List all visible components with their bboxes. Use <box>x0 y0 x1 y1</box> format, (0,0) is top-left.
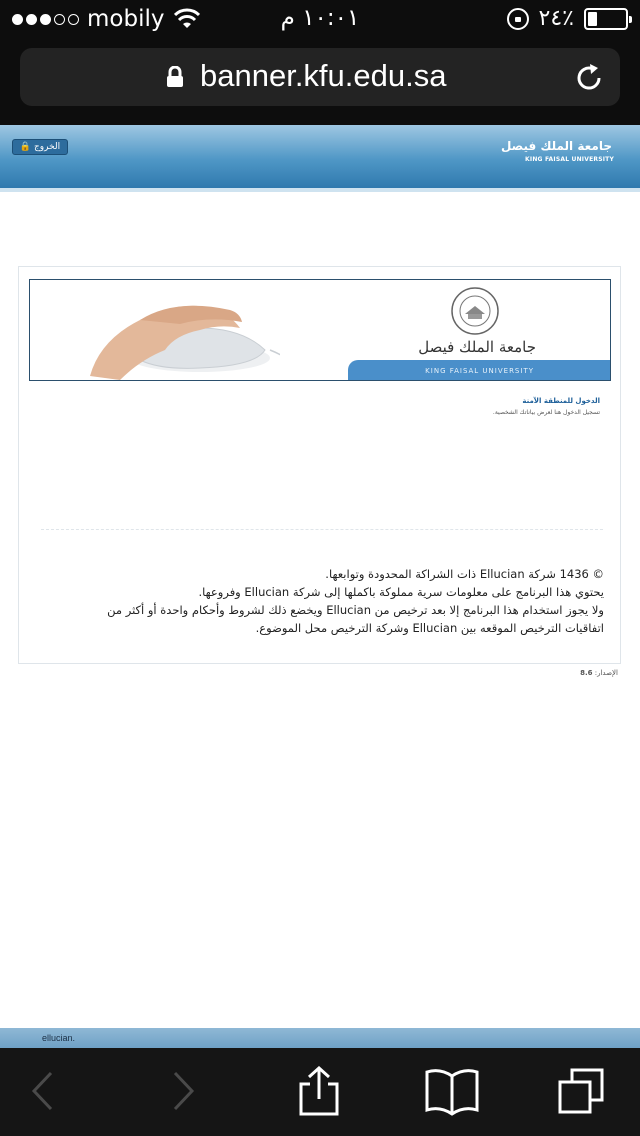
carrier-name: mobily <box>87 6 165 32</box>
kfu-banner <box>29 279 611 381</box>
banner-title-ar: جامعة الملك فيصل <box>418 338 536 356</box>
status-right <box>507 6 628 31</box>
footer-bar <box>0 1028 640 1048</box>
secure-area-login-link[interactable]: الدخول للمنطقة الآمنة <box>522 397 600 405</box>
university-name-ar: جامعة الملك فيصل <box>500 139 612 153</box>
forward-icon[interactable] <box>158 1066 208 1116</box>
copyright-line: ولا يجوز استخدام هذا البرنامج إلا بعد ترخيص من Ellucian ويخضع ذلك لشروط وأحكام واحدة أو أكثر من <box>107 603 604 617</box>
copyright-notice <box>24 565 604 637</box>
battery-level-fill <box>588 12 597 26</box>
reload-icon[interactable] <box>574 63 604 93</box>
copyright-line: © 1436 شركة Ellucian ذات الشراكة المحدودة وتوابعها. <box>325 567 604 581</box>
banner-title-en: KING FAISAL UNIVERSITY <box>425 367 534 375</box>
tabs-icon[interactable] <box>556 1066 606 1116</box>
battery-icon <box>584 8 628 30</box>
logout-button[interactable] <box>12 139 68 155</box>
site-header <box>0 125 640 192</box>
university-seal-icon <box>450 286 500 336</box>
copyright-line: يحتوي هذا البرنامج على معلومات سرية مملوكة باكملها إلى شركة Ellucian وفروعها. <box>198 585 604 599</box>
copyright-line: اتفاقيات الترخيص الموقعه بين Ellucian وشركة الترخيص محل الموضوع. <box>255 621 604 635</box>
url-text[interactable]: banner.kfu.edu.sa <box>200 58 447 93</box>
clock: ١٠:٠١ م <box>280 5 360 31</box>
address-bar[interactable] <box>20 48 620 106</box>
logout-label: الخروج <box>33 142 61 152</box>
login-description: تسجيل الدخول هنا لعرض بياناتك الشخصية. <box>492 409 600 416</box>
version-label: الإصدار: <box>594 669 618 677</box>
bookmarks-icon[interactable] <box>424 1066 480 1116</box>
lock-icon: 🔒 <box>19 142 32 152</box>
university-name-en: KING FAISAL UNIVERSITY <box>525 156 614 163</box>
version-info <box>580 669 618 677</box>
browser-address-area <box>0 40 640 125</box>
secure-lock-icon <box>166 66 184 88</box>
ellucian-logo: ellucian. <box>42 1033 76 1043</box>
rotation-lock-icon <box>507 8 529 30</box>
share-icon[interactable] <box>294 1066 344 1116</box>
hand-mouse-illustration <box>80 280 280 380</box>
browser-toolbar <box>0 1048 640 1136</box>
status-bar <box>0 0 640 40</box>
divider <box>41 529 603 530</box>
version-number: 8.6 <box>580 669 593 677</box>
back-icon[interactable] <box>18 1066 68 1116</box>
battery-percent: ٪٢٤ <box>538 6 574 31</box>
main-panel <box>18 266 621 664</box>
